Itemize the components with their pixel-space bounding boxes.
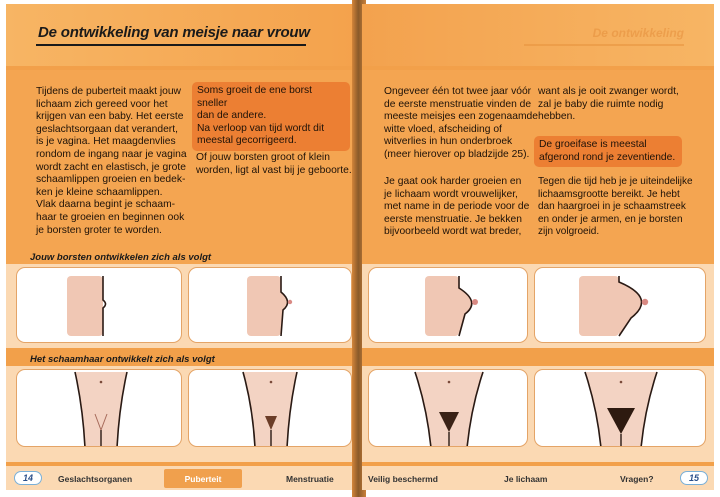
text-line: lichaam zich gereed voor het	[36, 98, 168, 110]
side-paragraph	[196, 152, 356, 177]
navel-mark	[620, 381, 623, 384]
hair-section-heading: Het schaamhaar ontwikkelt zich als volgt	[30, 354, 215, 365]
text-line: (meer hierover op bladzijde 25).	[384, 148, 530, 160]
profile-outline	[281, 276, 288, 336]
text-line: geslachtsorgaan dat verandert,	[36, 123, 178, 135]
text-line: eerste menstruatie. Je bekken	[384, 213, 522, 225]
page-title: De ontwikkeling van meisje naar vrouw	[38, 24, 310, 41]
right-page	[362, 4, 714, 490]
intro-paragraph	[36, 86, 196, 237]
hair-stage-1	[16, 369, 182, 447]
text-line: ken je kleine schaamlippen.	[36, 186, 163, 198]
text-line: bijvoorbeeld wordt wat breder,	[384, 226, 522, 238]
text-line: rondom de ingang naar je vagina	[36, 148, 187, 160]
text-line: hebben.	[538, 111, 576, 123]
nav-puberteit[interactable]	[164, 469, 242, 488]
nav-geslachtsorganen[interactable]: Geslachtsorganen	[58, 474, 133, 484]
text-line: Of jouw borsten groot of klein	[196, 152, 330, 163]
right-col2b-paragraph	[538, 176, 710, 239]
text-line: je borsten groter te worden.	[36, 224, 162, 236]
nipple-mark	[472, 299, 478, 305]
title-underline	[36, 44, 306, 46]
text-line: met name in de periode voor de	[384, 201, 530, 213]
text-line: witte vloed, afscheiding of	[384, 123, 502, 135]
hair-stage-3	[368, 369, 528, 447]
right-col1b-paragraph	[384, 176, 549, 239]
right-col1-paragraph	[384, 86, 549, 162]
hair-stage-2	[188, 369, 352, 447]
text-line: is je vagina. Het maagdenvlies	[36, 136, 176, 148]
nipple-mark	[288, 300, 292, 304]
profile-outline	[459, 276, 472, 336]
nav-je-lichaam[interactable]: Je lichaam	[504, 474, 548, 484]
text-line: want als je ooit zwanger wordt,	[538, 86, 679, 97]
text-line: wordt zacht en elastisch, je grote	[36, 161, 186, 173]
hair-stage-4	[534, 369, 706, 447]
text-line: afgerond rond je zeventiende.	[539, 151, 676, 163]
breast-stage-2	[188, 267, 352, 343]
ghost-rule	[524, 44, 684, 46]
text-line: zijn volgroeid.	[538, 226, 600, 238]
navel-mark	[270, 381, 273, 384]
text-line: Vlak daarna begint je schaam-	[36, 199, 176, 211]
text-line: de eerste menstruatie vinden de	[384, 98, 532, 110]
title-band	[6, 4, 358, 66]
text-line: haar te groeien en beginnen ook	[36, 211, 185, 223]
text-line: De groeifase is meestal	[539, 139, 647, 150]
nav-menstruatie[interactable]: Menstruatie	[286, 474, 334, 484]
text-line: meeste meisjes een zogenaamde	[384, 111, 538, 123]
nav-vragen[interactable]: Vragen?	[620, 474, 654, 484]
breast-stage-4	[534, 267, 706, 343]
text-line: schaamlippen groeien en bedek-	[36, 174, 186, 186]
nav-veilig-beschermd[interactable]: Veilig beschermd	[368, 474, 438, 484]
text-line: meestal gecorrigeerd.	[197, 135, 297, 147]
navel-mark	[448, 381, 451, 384]
right-title-band	[362, 4, 714, 66]
skin-shape	[579, 276, 619, 336]
highlight-box	[192, 82, 350, 151]
profile-outline	[103, 276, 106, 336]
text-line: lichaamsgrootte bereikt. Je hebt	[538, 188, 680, 200]
right-col2-paragraph	[538, 86, 710, 124]
text-line: je lichaam wordt vrouwelijker,	[384, 188, 518, 200]
navel-mark	[100, 381, 103, 384]
text-line: Je gaat ook harder groeien en	[384, 176, 522, 187]
breasts-section-heading: Jouw borsten ontwikkelen zich als volgt	[30, 252, 212, 263]
page-number-left: 14	[14, 471, 42, 485]
skin-shape	[67, 276, 103, 336]
text-line: Ongeveer één tot twee jaar vóór	[384, 86, 532, 97]
ghost-title-bleed: De ontwikkeling	[592, 26, 684, 40]
breast-stage-3	[368, 267, 528, 343]
page-number-right: 15	[680, 471, 708, 485]
text-line: Soms groeit de ene borst sneller	[197, 85, 313, 109]
text-line: Tijdens de puberteit maakt jouw	[36, 86, 181, 97]
skin-shape	[425, 276, 459, 336]
breast-stage-1	[16, 267, 182, 343]
text-line: witverlies in hun onderbroek	[384, 136, 513, 148]
text-line: Tegen die tijd heb je je uiteindelijke	[538, 176, 693, 187]
text-line: dan de andere.	[197, 110, 267, 122]
profile-outline	[619, 276, 642, 336]
text-line: krijgen van een baby. Het eerste	[36, 111, 184, 123]
text-line: zal je baby die ruimte nodig	[538, 98, 664, 110]
text-line: worden, ligt al vast bij je geboorte.	[196, 164, 352, 176]
skin-shape	[247, 276, 281, 336]
nav-puberteit-label: Puberteit	[184, 474, 222, 484]
nipple-mark	[642, 299, 648, 305]
text-line: dan haargroei in je schaamstreek	[538, 201, 686, 213]
right-highlight-box	[534, 136, 682, 167]
text-line: Na verloop van tijd wordt dit	[197, 122, 325, 134]
text-line: en onder je armen, en je borsten	[538, 213, 683, 225]
left-page	[6, 4, 358, 490]
